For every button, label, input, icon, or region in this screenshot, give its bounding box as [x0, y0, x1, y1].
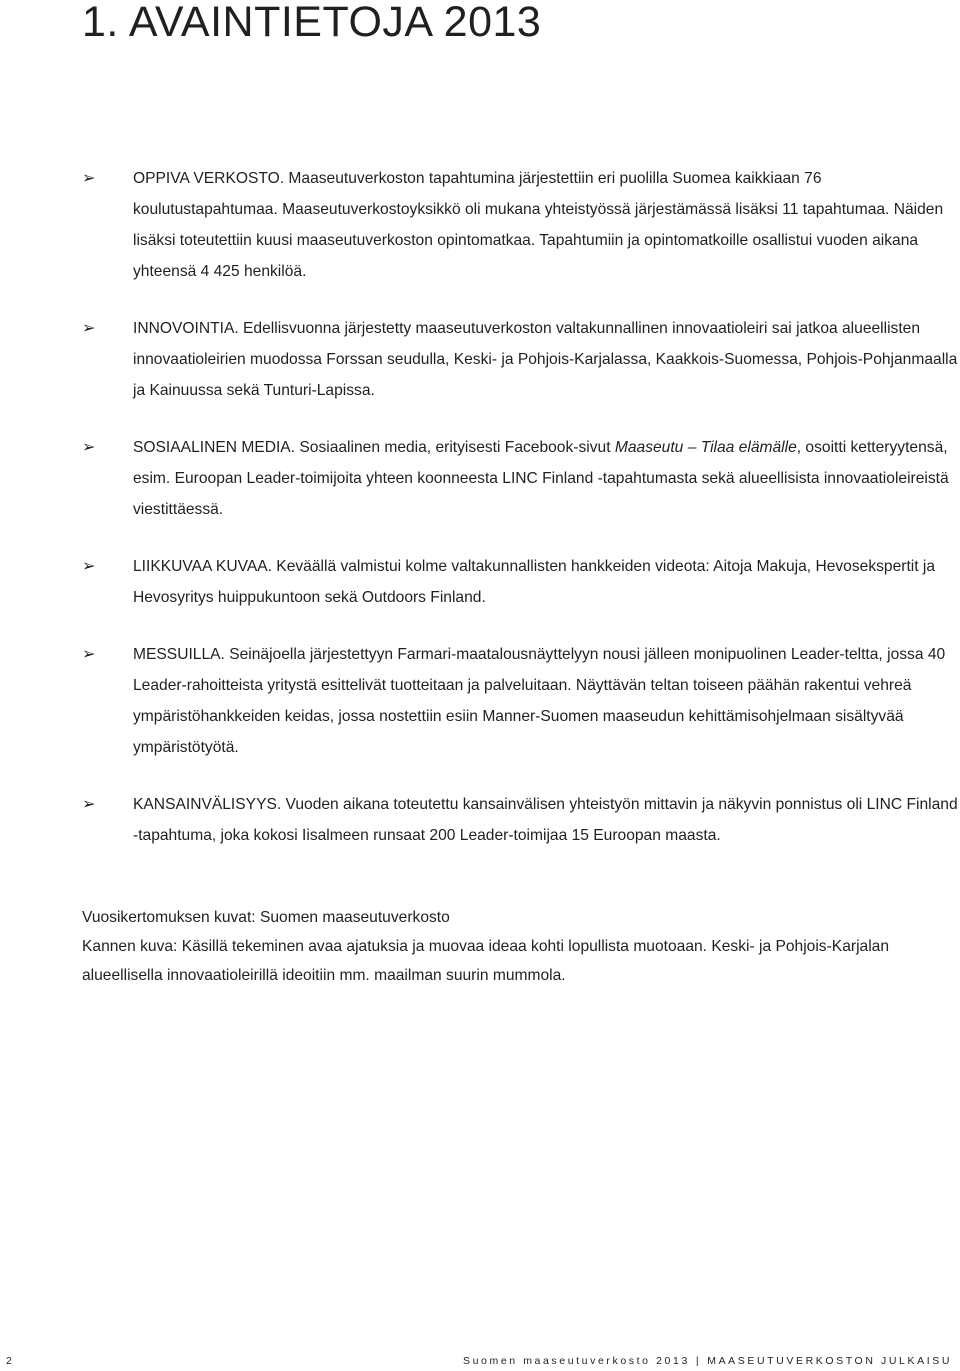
list-item-text	[133, 170, 943, 280]
arrow-bullet-icon: ➢	[82, 439, 96, 456]
list-item-heading: MESSUILLA.	[133, 646, 225, 663]
arrow-bullet-icon: ➢	[82, 796, 96, 813]
list-item-text	[133, 558, 935, 606]
list-item-body: Edellisvuonna järjestetty maaseutuverkoston valtakunnallinen innovaatioleiri sai jatkoa alueellisten innovaatioleirien muodossa Forssan seudulla, Keski- ja Pohjois-Karjalassa, Kaakkois-Suomessa, Pohjois-Pohjanmaalla ja Kainuussa sekä Tunturi-Lapissa.	[133, 320, 958, 399]
page-number: 2	[6, 1355, 12, 1367]
list-item-heading: SOSIAALINEN MEDIA.	[133, 439, 296, 456]
arrow-bullet-icon: ➢	[82, 320, 96, 337]
key-facts-list	[82, 163, 958, 877]
list-item-body: Sosiaalinen media, erityisesti Facebook-sivut	[295, 439, 615, 456]
footer-publication-info	[463, 1353, 952, 1369]
list-item-body: Maaseutuverkoston tapahtumina järjestettiin eri puolilla Suomea kaikkiaan 76 koulutustapahtumaa. Maaseutuverkostoyksikkö oli mukana yhteistyössä järjestämässä lisäksi 11 tapahtumaa. Näiden lisäksi toteutettiin kuusi maaseutuverkoston opintomatkaa. Tapahtumiin ja opintomatkoille osallistui vuoden aikana yhteensä 4 425 henkilöä.	[133, 170, 944, 280]
arrow-bullet-icon: ➢	[82, 646, 96, 663]
photo-credits	[82, 903, 958, 990]
list-item-heading: INNOVOINTIA.	[133, 320, 239, 337]
list-item-body: , osoitti ketteryytensä, esim. Euroopan Leader-toimijoita yhteen koonneesta LINC Finland -tapahtumasta sekä alueellisista innovaatioleireistä viestittäessä.	[133, 439, 949, 518]
list-item-body: Keväällä valmistui kolme valtakunnallisten hankkeiden videota: Aitoja Makuja, Hevosekspertit ja Hevosyritys huippukuntoon sekä Outdoors Finland.	[133, 558, 936, 606]
list-item-kansainvalisyys	[82, 789, 958, 851]
photo-credit-line: Vuosikertomuksen kuvat: Suomen maaseutuverkosto	[82, 909, 450, 926]
list-item-heading: LIIKKUVAA KUVAA.	[133, 558, 272, 575]
list-item-heading: KANSAINVÄLISYYS.	[133, 796, 282, 813]
page-title: 1. AVAINTIETOJA 2013	[82, 0, 542, 46]
list-item-body: Seinäjoella järjestettyyn Farmari-maatalousnäyttelyyn nousi jälleen monipuolinen Leader-teltta, jossa 40 Leader-rahoitteista yritystä esittelivät tuotteitaan ja palveluitaan. Näyttävän teltan toiseen päähän rakentui vehreä ympäristöhankkeiden keidas, jossa nostettiin esiin Manner-Suomen maaseudun kehittämisohjelmaan sisältyvää ympäristötyötä.	[133, 646, 946, 756]
list-item-sosiaalinen-media	[82, 432, 958, 525]
list-item-liikkuvaa-kuvaa	[82, 551, 958, 613]
arrow-bullet-icon: ➢	[82, 170, 96, 187]
list-item-innovointia	[82, 313, 958, 406]
facebook-page-name: Maaseutu – Tilaa elämälle	[614, 439, 797, 456]
list-item-oppiva-verkosto	[82, 163, 958, 287]
list-item-text	[133, 320, 957, 399]
footer-publication-series: MAASEUTUVERKOSTON JULKAISU	[707, 1355, 952, 1367]
list-item-text	[133, 796, 958, 844]
list-item-messuilla	[82, 639, 958, 763]
arrow-bullet-icon: ➢	[82, 558, 96, 575]
list-item-text	[133, 439, 949, 518]
cover-photo-caption: Kannen kuva: Käsillä tekeminen avaa ajatuksia ja muovaa ideaa kohti lopullista muotoaan. Keski- ja Pohjois-Karjalan alueellisella innovaatioleirillä ideoitiin mm. maailman suurin mummola.	[82, 938, 890, 984]
list-item-heading: OPPIVA VERKOSTO.	[133, 170, 285, 187]
footer-separator: |	[695, 1355, 702, 1367]
list-item-body: Vuoden aikana toteutettu kansainvälisen yhteistyön mittavin ja näkyvin ponnistus oli LINC Finland -tapahtuma, joka kokosi Iisalmeen runsaat 200 Leader-toimijaa 15 Euroopan maasta.	[133, 796, 958, 844]
page-footer	[0, 1353, 960, 1369]
footer-organization: Suomen maaseutuverkosto 2013	[462, 1355, 690, 1367]
list-item-text	[133, 646, 945, 756]
